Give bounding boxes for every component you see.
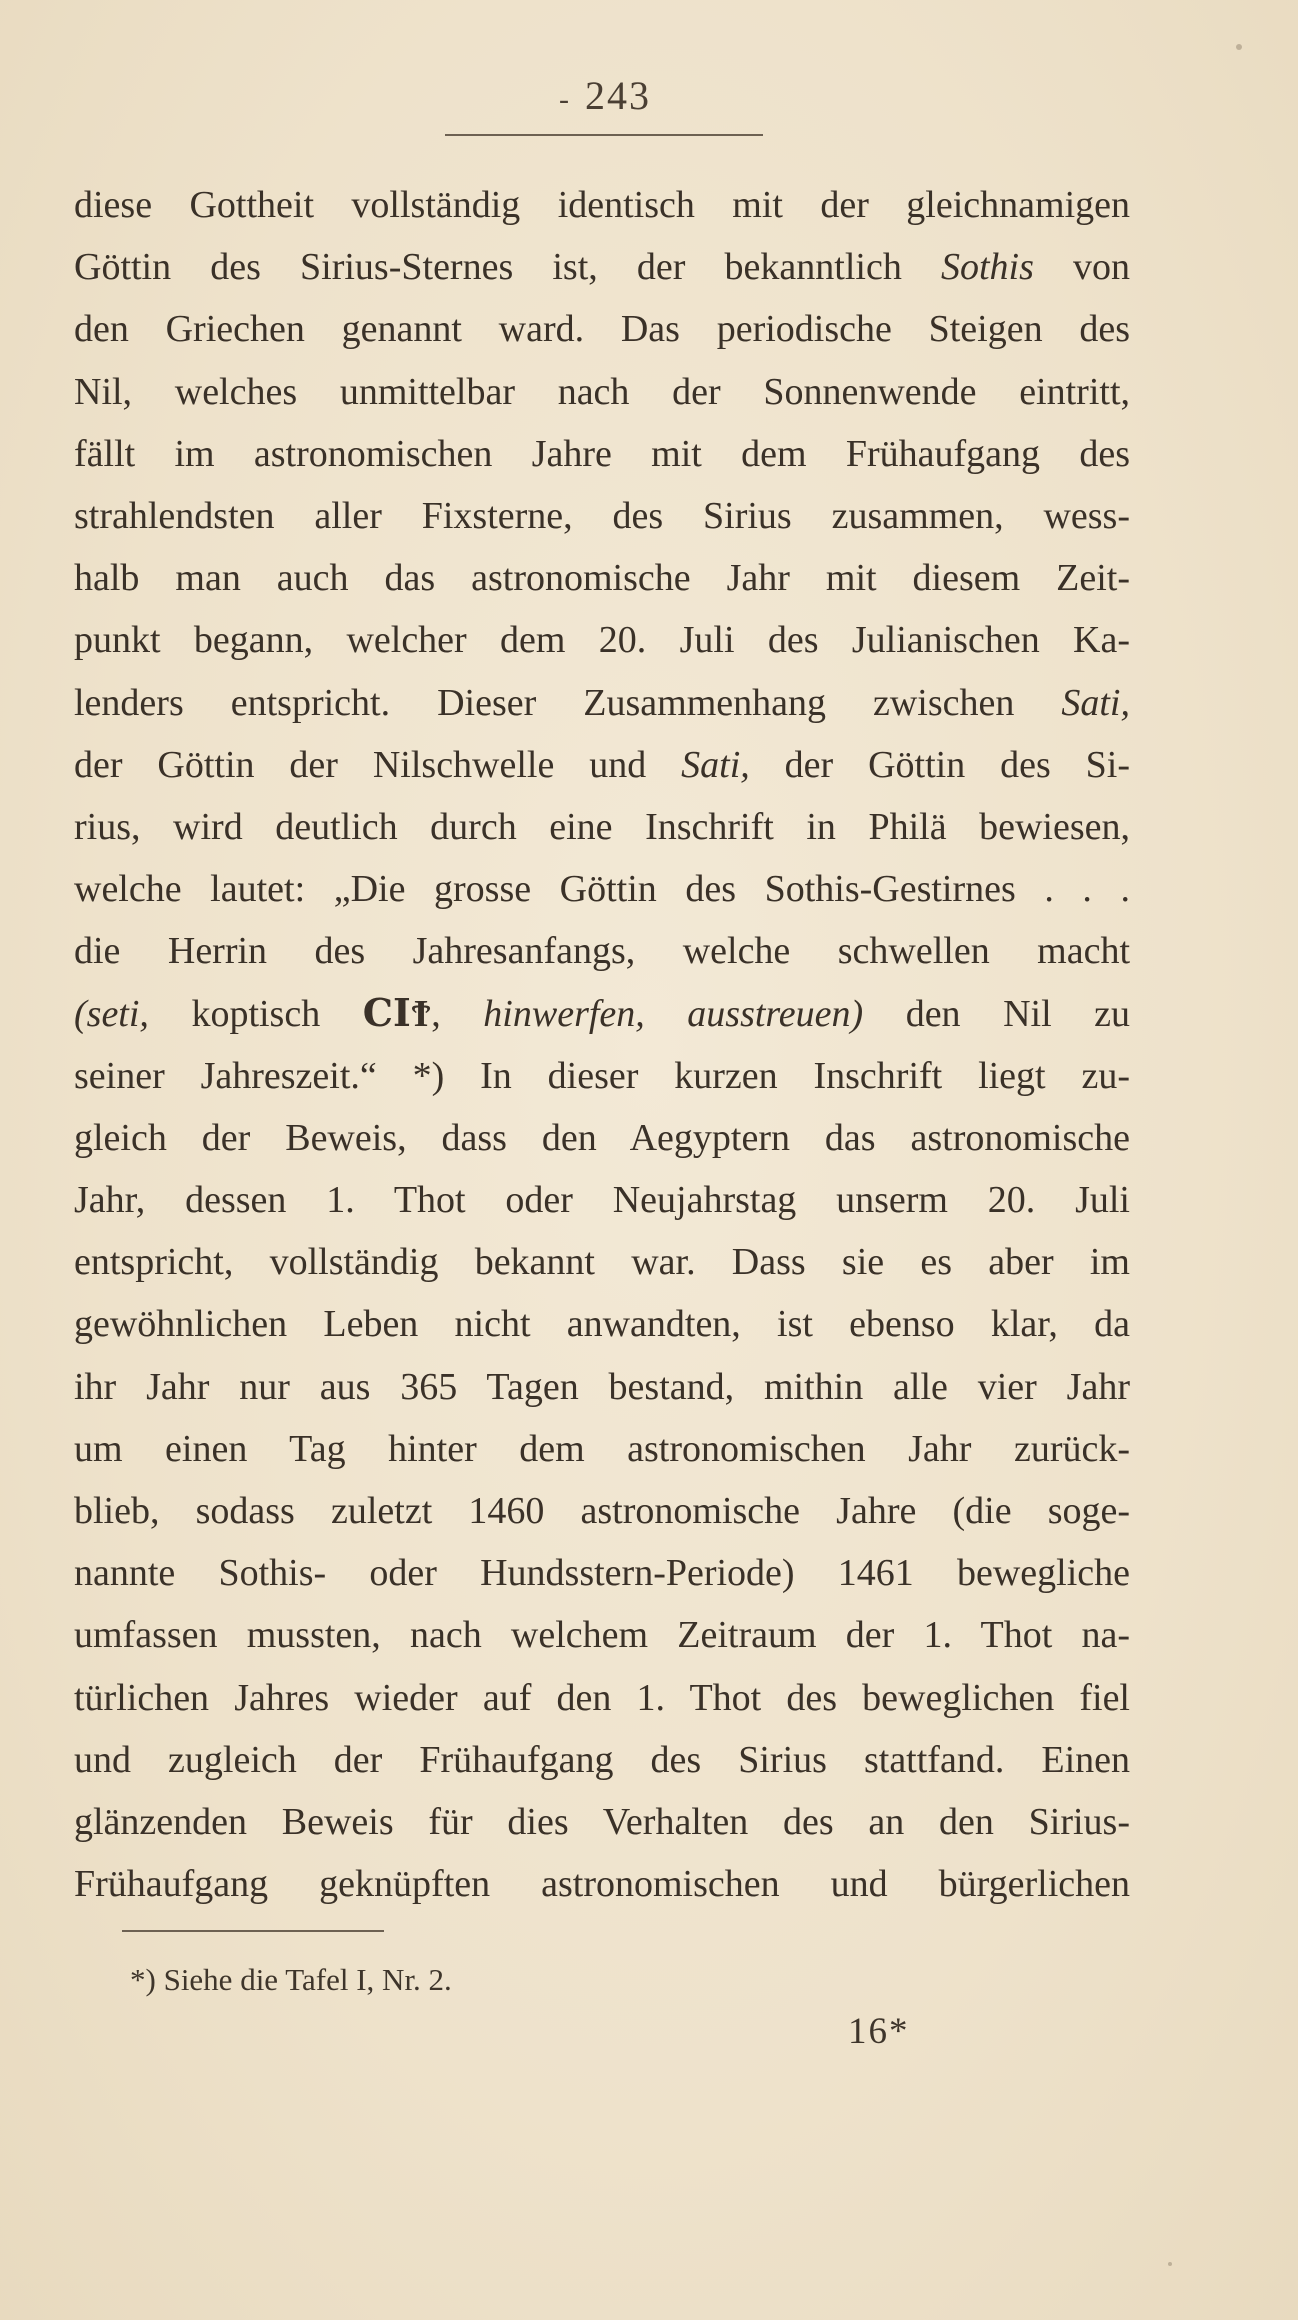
text-line-content xyxy=(74,806,1130,848)
text-line-content xyxy=(74,868,1130,910)
text-run: Frühaufgang geknüpften astronomischen und bürgerlichen xyxy=(74,1863,1130,1906)
text-line-content xyxy=(74,1303,1130,1345)
text-line xyxy=(74,547,1130,609)
text-run: den Griechen genannt ward. Das periodische Steigen des xyxy=(74,308,1130,351)
text-run: von xyxy=(1033,246,1130,289)
italic-text: hinwerfen, ausstreuen) xyxy=(483,993,864,1036)
text-run: der Göttin der Nilschwelle und xyxy=(74,743,682,786)
text-line-content xyxy=(74,682,1130,724)
text-run: und zugleich der Frühaufgang des Sirius stattfand. Einen xyxy=(74,1738,1130,1781)
text-run: den Nil zu xyxy=(863,993,1130,1036)
text-run: lenders entspricht. Dieser Zusammenhang zwischen xyxy=(74,681,1062,724)
text-run: punkt begann, welcher dem 20. Juli des Julianischen Ka- xyxy=(74,619,1130,662)
text-run: um einen Tag hinter dem astronomischen Jahr zurück- xyxy=(74,1427,1130,1470)
text-line-content xyxy=(74,184,1130,226)
paper-speck xyxy=(1236,44,1242,50)
text-line xyxy=(74,174,1130,236)
italic-text: Sati, xyxy=(1061,681,1130,724)
text-line-content xyxy=(74,1552,1130,1594)
text-run: fällt im astronomischen Jahre mit dem Frühaufgang des xyxy=(74,432,1130,475)
text-line-content xyxy=(74,1801,1130,1843)
text-line xyxy=(74,1045,1130,1107)
text-line-content xyxy=(74,1677,1130,1719)
text-run: strahlendsten aller Fixsterne, des Sirius zusammen, wess- xyxy=(74,494,1130,537)
text-run: gewöhnlichen Leben nicht anwandten, ist ebenso klar, da xyxy=(74,1303,1130,1346)
page-number-value: 243 xyxy=(585,73,651,118)
signature-mark: 16* xyxy=(848,2011,910,2052)
text-run: türlichen Jahres wieder auf den 1. Thot des beweglichen fiel xyxy=(74,1676,1130,1719)
text-run: gleich der Beweis, dass den Aegyptern das astronomische xyxy=(74,1116,1130,1159)
text-line-content xyxy=(74,1863,1130,1905)
text-line xyxy=(74,609,1130,671)
text-line xyxy=(74,485,1130,547)
text-run: , xyxy=(431,993,484,1036)
text-line-content xyxy=(74,308,1130,350)
text-run: koptisch xyxy=(148,993,363,1036)
text-run: nannte Sothis- oder Hundsstern-Periode) 1461 bewegliche xyxy=(74,1552,1130,1595)
text-line xyxy=(74,361,1130,423)
text-line xyxy=(74,298,1130,360)
text-line xyxy=(74,1480,1130,1542)
italic-text: (seti, xyxy=(74,993,149,1036)
text-line xyxy=(74,1293,1130,1355)
italic-text: Sothis xyxy=(940,246,1034,289)
text-line-content xyxy=(74,246,1130,288)
footnote: *) Siehe die Tafel I, Nr. 2. xyxy=(130,1962,452,1997)
italic-text: Sati, xyxy=(681,743,750,786)
text-line-content xyxy=(74,1614,1130,1656)
text-line-content xyxy=(74,930,1130,972)
text-line xyxy=(74,1604,1130,1666)
page-number xyxy=(559,73,651,118)
text-line xyxy=(74,1791,1130,1853)
text-run: welche lautet: „Die grosse Göttin des Sothis-Gestirnes . . . xyxy=(74,868,1130,911)
text-line-content xyxy=(74,1366,1130,1408)
text-run: glänzenden Beweis für dies Verhalten des an den Sirius- xyxy=(74,1800,1130,1843)
text-line xyxy=(74,1356,1130,1418)
text-line xyxy=(74,1107,1130,1169)
text-line xyxy=(74,734,1130,796)
text-line-content xyxy=(74,495,1130,537)
text-line-content xyxy=(74,557,1130,599)
text-line xyxy=(74,1418,1130,1480)
text-line-content xyxy=(74,1739,1130,1781)
text-run: rius, wird deutlich durch eine Inschrift in Philä bewiesen, xyxy=(74,805,1130,848)
text-line-content xyxy=(74,744,1130,786)
text-line-content xyxy=(74,1179,1130,1221)
header-rule xyxy=(445,134,763,136)
text-line xyxy=(74,1231,1130,1293)
text-line xyxy=(74,1542,1130,1604)
text-line xyxy=(74,982,1130,1044)
paper-speck xyxy=(1168,2262,1172,2266)
page-header xyxy=(440,72,770,119)
text-run: entspricht, vollständig bekannt war. Dass sie es aber im xyxy=(74,1241,1130,1284)
text-run: blieb, sodass zuletzt 1460 astronomische Jahre (die soge- xyxy=(74,1489,1130,1532)
text-line-content xyxy=(74,1428,1130,1470)
text-line xyxy=(74,1729,1130,1791)
text-line-content xyxy=(74,433,1130,475)
header-dash: - xyxy=(559,82,571,116)
text-line-content xyxy=(74,1490,1130,1532)
text-line xyxy=(74,1667,1130,1729)
text-line-content xyxy=(74,371,1130,413)
footnote-rule xyxy=(122,1930,384,1932)
text-line xyxy=(74,858,1130,920)
text-run: halb man auch das astronomische Jahr mit diesem Zeit- xyxy=(74,557,1130,600)
text-run: diese Gottheit vollständig identisch mit der gleichnamigen xyxy=(74,184,1130,226)
text-line-content xyxy=(74,990,1130,1036)
text-line-content xyxy=(74,1241,1130,1283)
text-line xyxy=(74,796,1130,858)
text-line xyxy=(74,423,1130,485)
text-line xyxy=(74,920,1130,982)
text-run: umfassen mussten, nach welchem Zeitraum der 1. Thot na- xyxy=(74,1614,1130,1657)
text-run: der Göttin des Si- xyxy=(749,743,1130,786)
text-line xyxy=(74,1169,1130,1231)
text-run: Jahr, dessen 1. Thot oder Neujahrstag unserm 20. Juli xyxy=(74,1179,1130,1221)
coptic-text: CIϮ xyxy=(362,990,432,1036)
text-line-content xyxy=(74,1117,1130,1159)
text-line xyxy=(74,1853,1130,1915)
text-run: Nil, welches unmittelbar nach der Sonnenwende eintritt, xyxy=(74,370,1130,413)
text-line xyxy=(74,236,1130,298)
body-text xyxy=(74,174,1130,1915)
text-line xyxy=(74,672,1130,734)
text-run: Göttin des Sirius-Sternes ist, der bekanntlich xyxy=(74,246,941,289)
text-run: seiner Jahreszeit.“ *) In dieser kurzen Inschrift liegt zu- xyxy=(74,1054,1130,1097)
text-line-content xyxy=(74,1055,1130,1097)
text-line-content xyxy=(74,619,1130,661)
text-run: die Herrin des Jahresanfangs, welche schwellen macht xyxy=(74,930,1130,973)
text-run: ihr Jahr nur aus 365 Tagen bestand, mithin alle vier Jahr xyxy=(74,1365,1130,1408)
